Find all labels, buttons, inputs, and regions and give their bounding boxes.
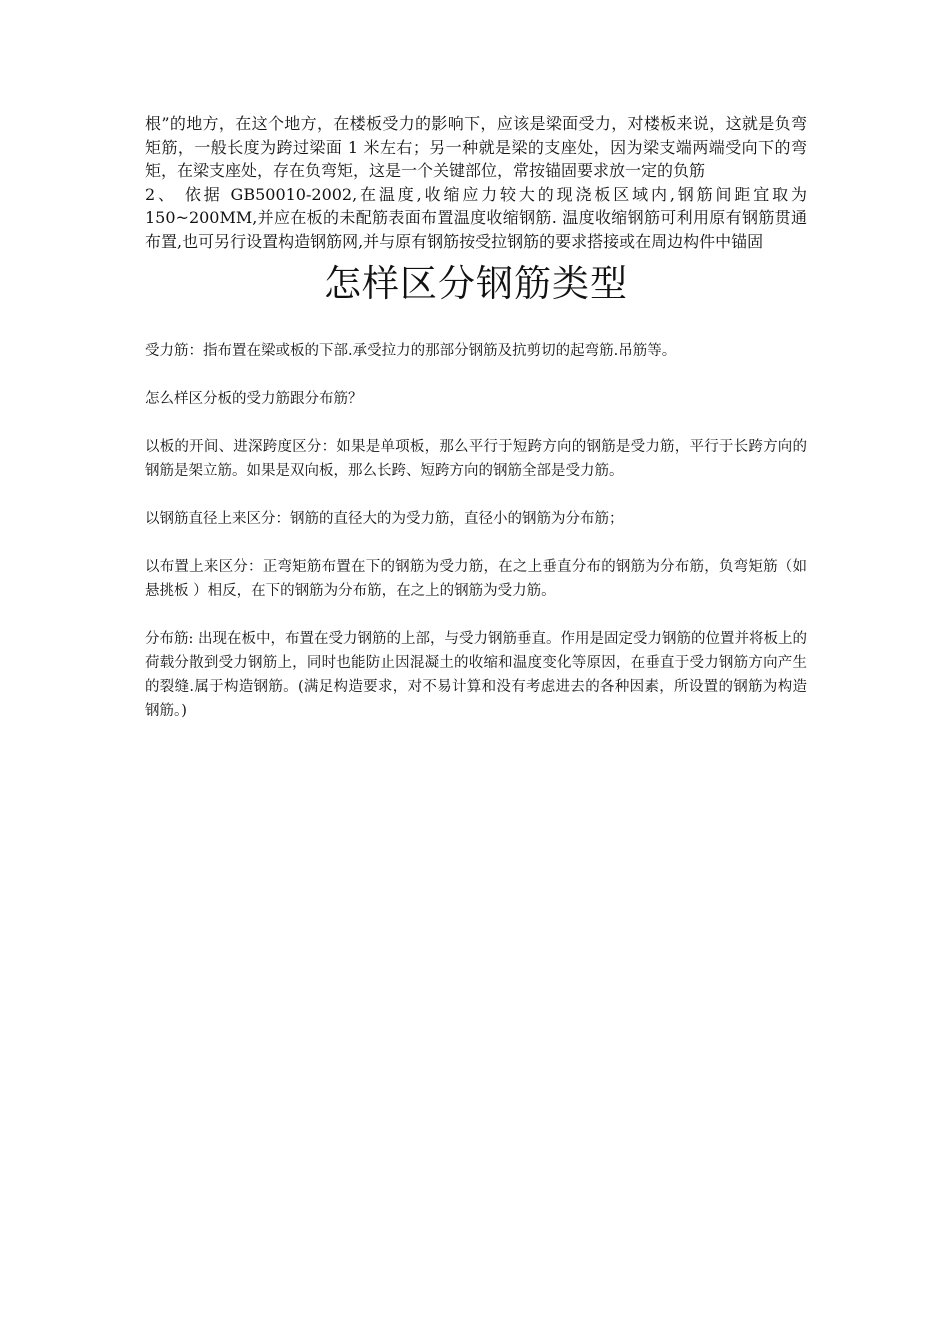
- page-title: 怎样区分钢筋类型: [324, 262, 628, 305]
- section-by-diameter: 以钢筋直径上来区分：钢筋的直径大的为受力筋，直径小的钢筋为分布筋；: [145, 511, 624, 527]
- section-distribution-rebar: 分布筋: 出现在板中，布置在受力钢筋的上部，与受力钢筋垂直。作用是固定受力钢筋的位置并将板上的荷载分散到受力钢筋上，同时也能防止因混凝土的收缩和温度变化等原因，在垂直于受力钢筋方向产生的裂缝.属于构造钢筋。(满足构造要求，对不易计算和没有考虑进去的各种因素，所设置的钢筋为构造钢筋。): [145, 631, 807, 719]
- intro-paragraph-2: 2、 依据 GB50010-2002,在温度,收缩应力较大的现浇板区域内,钢筋间距宜取为 150~200MM,并应在板的未配筋表面布置温度收缩钢筋. 温度收缩钢筋可利用原有钢筋贯通布置,也可另行设置构造钢筋网,并与原有钢筋按受拉钢筋的要求搭接或在周边构件中锚固: [145, 184, 807, 251]
- intro-block: [145, 112, 807, 253]
- section-by-span: 以板的开间、进深跨度区分：如果是单项板，那么平行于短跨方向的钢筋是受力筋，平行于长跨方向的钢筋是架立筋。如果是双向板，那么长跨、短跨方向的钢筋全部是受力筋。: [145, 439, 807, 479]
- section-by-placement: 以布置上来区分：正弯矩筋布置在下的钢筋为受力筋，在之上垂直分布的钢筋为分布筋，负弯矩筋（如悬挑板 ）相反，在下的钢筋为分布筋，在之上的钢筋为受力筋。: [145, 559, 807, 599]
- intro-paragraph-1: 根”的地方，在这个地方，在楼板受力的影响下，应该是梁面受力，对楼板来说，这就是负弯矩筋，一般长度为跨过梁面 1 米左右；另一种就是梁的支座处，因为梁支端两端受向下的弯矩，在梁支座处，存在负弯矩，这是一个关键部位，常按锚固要求放一定的负筋: [145, 114, 807, 180]
- section-question: 怎么样区分板的受力筋跟分布筋？: [145, 391, 363, 407]
- document-page: [145, 112, 807, 747]
- section-stressed-rebar: 受力筋：指布置在梁或板的下部.承受拉力的那部分钢筋及抗剪切的起弯筋.吊筋等。: [145, 343, 677, 359]
- body-sections: [145, 339, 807, 723]
